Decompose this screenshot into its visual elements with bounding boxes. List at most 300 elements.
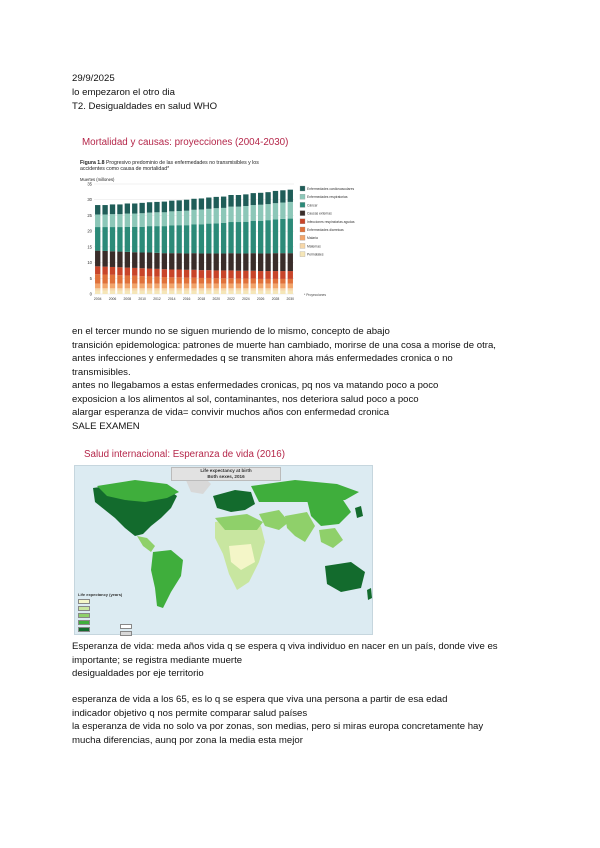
slide-title-mortality: Mortalidad y causas: proyecciones (2004-2030) (82, 137, 289, 148)
bar-segment (214, 284, 219, 289)
bar-segment (147, 253, 152, 269)
bar-segment (125, 284, 130, 289)
bar-segment (288, 291, 293, 294)
bar-segment (147, 226, 152, 252)
note-line: antes no llegabamos a estas enfermedades cronicas, pq nos va matando poco a poco (72, 380, 439, 391)
bar-segment (251, 253, 256, 271)
bar-segment (265, 279, 270, 284)
bar-segment (95, 227, 100, 251)
y-tick-label: 25 (87, 212, 92, 218)
bar-segment (169, 201, 174, 212)
bar-segment (132, 276, 137, 284)
y-tick-label: 5 (89, 275, 92, 281)
bar-segment (110, 251, 115, 267)
bar-segment (102, 288, 107, 291)
bar-segment (243, 291, 248, 294)
bar-segment (184, 270, 189, 278)
bar-segment (251, 205, 256, 221)
bar-segment (243, 271, 248, 279)
map-legend-swatch (78, 627, 90, 632)
bar-segment (221, 288, 226, 291)
bar-segment (243, 288, 248, 291)
legend-label: Perinatales (307, 252, 324, 257)
bar-segment (177, 277, 182, 283)
bar-segment (258, 284, 263, 289)
bar-segment (95, 251, 100, 267)
bar-segment (243, 194, 248, 206)
life-expectancy-map (74, 465, 373, 635)
bar-segment (184, 288, 189, 291)
bar-segment (288, 253, 293, 271)
bar-segment (214, 253, 219, 270)
bar-segment (169, 269, 174, 277)
bar-segment (273, 288, 278, 291)
bar-segment (95, 291, 100, 294)
bar-segment (214, 208, 219, 223)
bar-segment (125, 227, 130, 252)
australia-region (325, 562, 365, 592)
bar-segment (169, 253, 174, 269)
bar-segment (243, 206, 248, 222)
bar-segment (132, 252, 137, 268)
bar-segment (280, 271, 285, 279)
bar-segment (221, 197, 226, 208)
bar-segment (184, 253, 189, 269)
bar-segment (265, 291, 270, 294)
legend-label: Enfermedades respiratorias (307, 195, 348, 200)
bar-segment (102, 205, 107, 214)
bar-segment (102, 251, 107, 267)
bar-segment (169, 225, 174, 253)
bar-segment (110, 227, 115, 251)
bar-segment (191, 284, 196, 289)
bar-segment (117, 267, 122, 275)
south-america-region (151, 550, 183, 608)
bar-segment (236, 195, 241, 207)
bar-segment (139, 253, 144, 269)
bar-segment (177, 288, 182, 291)
bar-segment (265, 284, 270, 289)
bar-segment (154, 277, 159, 284)
map-legend-item (78, 626, 122, 633)
map-subtitle: Both sexes, 2016 (207, 473, 245, 479)
bar-segment (228, 195, 233, 207)
bar-segment (228, 291, 233, 294)
bar-segment (191, 224, 196, 253)
legend-label: Infecciones respiratorias agudas (307, 219, 355, 224)
russia-region (251, 480, 359, 502)
bar-segment (199, 224, 204, 253)
legend-swatch (300, 202, 305, 207)
date-text: 29/9/2025 (72, 73, 115, 84)
bar-segment (177, 211, 182, 225)
bar-segment (154, 202, 159, 212)
bar-segment (214, 278, 219, 283)
bar-segment (139, 288, 144, 291)
bar-segment (236, 291, 241, 294)
bar-segment (154, 284, 159, 289)
bar-segment (139, 213, 144, 227)
bar-segment (184, 291, 189, 294)
bar-segment (273, 203, 278, 219)
bar-segment (206, 253, 211, 270)
figure-caption-text: Progresivo predominio de las enfermedades no transmisibles y los accidentes como causa de mortalidad* (80, 160, 259, 172)
note-line: SALE EXAMEN (72, 420, 140, 432)
bar-segment (110, 291, 115, 294)
bar-segment (162, 226, 167, 253)
x-tick-label: 2020 (212, 297, 220, 301)
bar-segment (221, 223, 226, 253)
note-line: antes infecciones y enfermedades q se transmiten ahora más enfermedades cronica o no (72, 353, 453, 364)
bar-segment (265, 220, 270, 253)
bar-segment (243, 284, 248, 289)
note-line: indicador objetivo q nos permite comparar salud países (72, 707, 308, 719)
bar-segment (147, 291, 152, 294)
y-tick-label: 30 (87, 197, 92, 203)
legend-label: Enfermedades cardiovasculares (307, 187, 355, 191)
bar-segment (184, 225, 189, 253)
bar-segment (258, 205, 263, 221)
bar-segment (280, 291, 285, 294)
map-legend (78, 592, 122, 633)
bar-segment (206, 209, 211, 224)
bar-segment (273, 191, 278, 203)
bar-segment (206, 270, 211, 278)
bar-segment (228, 288, 233, 291)
bar-segment (265, 253, 270, 271)
bar-segment (95, 288, 100, 291)
bar-segment (251, 279, 256, 284)
note-line: mucha diferencias, aunq por zona la media esta mejor (72, 734, 303, 746)
bar-segment (132, 268, 137, 276)
bar-segment (280, 279, 285, 284)
x-tick-label: 2018 (197, 297, 206, 301)
legend-swatch (300, 194, 305, 199)
x-tick-label: 2024 (242, 297, 250, 301)
bar-segment (199, 284, 204, 289)
bar-segment (147, 202, 152, 212)
bar-segment (228, 207, 233, 222)
bar-segment (236, 271, 241, 279)
bar-segment (206, 291, 211, 294)
legend-swatch (300, 219, 305, 224)
bar-segment (102, 275, 107, 284)
bar-segment (125, 268, 130, 276)
bar-segment (162, 291, 167, 294)
central-america-region (137, 536, 155, 552)
bar-segment (117, 275, 122, 283)
bar-segment (258, 279, 263, 284)
bar-segment (125, 288, 130, 291)
intro-text: lo empezaron el otro dia (72, 87, 175, 98)
japan-region (355, 506, 363, 518)
bar-segment (251, 288, 256, 291)
bar-segment (139, 291, 144, 294)
bar-segment (199, 253, 204, 270)
bar-segment (117, 214, 122, 227)
bar-segment (110, 288, 115, 291)
europe-region (213, 490, 255, 512)
legend-swatch (300, 235, 305, 240)
bar-segment (169, 291, 174, 294)
bar-segment (139, 284, 144, 289)
bar-segment (132, 284, 137, 289)
bar-segment (191, 199, 196, 210)
bar-segment (228, 222, 233, 253)
bar-segment (102, 214, 107, 227)
bar-segment (132, 214, 137, 227)
bar-segment (273, 220, 278, 254)
bar-segment (147, 288, 152, 291)
bar-segment (110, 214, 115, 227)
bar-segment (95, 205, 100, 214)
bar-segment (139, 227, 144, 253)
map-legend-item (78, 619, 122, 626)
bar-segment (273, 284, 278, 289)
x-tick-label: 2004 (93, 297, 102, 301)
bar-segment (110, 275, 115, 284)
bar-segment (191, 278, 196, 284)
bar-segment (243, 222, 248, 254)
note-line: alargar esperanza de vida= convivir muchos años con enfermedad cronica (72, 407, 390, 418)
bar-segment (132, 227, 137, 252)
bar-segment (154, 226, 159, 253)
bar-segment (169, 288, 174, 291)
bar-segment (95, 214, 100, 227)
bar-segment (199, 270, 204, 278)
note-line: importante; se registra mediante muerte (72, 654, 243, 666)
bar-segment (228, 270, 233, 278)
bar-segment (236, 288, 241, 291)
legend-label: Cáncer (307, 203, 318, 208)
legend-swatch (300, 186, 305, 191)
bar-segment (102, 284, 107, 289)
bar-segment (206, 278, 211, 284)
bar-segment (117, 227, 122, 252)
bar-segment (251, 291, 256, 294)
bar-segment (191, 288, 196, 291)
bar-segment (199, 288, 204, 291)
bar-segment (139, 203, 144, 213)
bar-segment (236, 207, 241, 222)
note-line: transmisibles. (72, 366, 131, 378)
new-zealand-region (367, 588, 372, 600)
bar-segment (288, 271, 293, 279)
x-tick-label: 2006 (108, 297, 117, 301)
figure-caption-number: Figura 1.8 (80, 160, 105, 166)
bar-segment (228, 253, 233, 270)
y-tick-label: 35 (87, 181, 92, 187)
bar-segment (288, 279, 293, 284)
map-legend-title: Life expectancy (years) (78, 592, 123, 597)
bar-segment (280, 203, 285, 219)
bar-segment (147, 269, 152, 277)
bar-segment (125, 252, 130, 268)
bar-segment (228, 278, 233, 283)
legend-label: Maternas (307, 244, 321, 249)
bar-segment (280, 284, 285, 289)
bar-segment (243, 279, 248, 284)
bar-segment (154, 212, 159, 226)
bar-segment (117, 252, 122, 268)
bar-segment (258, 288, 263, 291)
bar-segment (288, 219, 293, 254)
legend-swatch (300, 227, 305, 232)
bar-segment (273, 253, 278, 271)
east-asia-region (307, 500, 351, 526)
legend-label: Malaria (307, 236, 318, 241)
bar-segment (206, 224, 211, 254)
bar-segment (184, 211, 189, 225)
bar-segment (117, 291, 122, 294)
bar-segment (280, 288, 285, 291)
bar-segment (206, 284, 211, 289)
bar-segment (102, 267, 107, 275)
bar-segment (154, 269, 159, 277)
bar-segment (169, 277, 174, 283)
bar-segment (228, 284, 233, 289)
bar-segment (184, 200, 189, 211)
map-legend-swatch (78, 613, 90, 618)
bar-segment (177, 253, 182, 269)
bar-segment (162, 277, 167, 284)
map-legend-swatch (78, 620, 90, 625)
bar-segment (162, 253, 167, 269)
map-legend-item (78, 612, 122, 619)
bar-segment (162, 288, 167, 291)
bar-segment (199, 291, 204, 294)
bar-segment (206, 198, 211, 209)
note-line: en el tercer mundo no se siguen muriendo de lo mismo, concepto de abajo (72, 326, 390, 337)
map-header (171, 467, 281, 481)
note-line: la esperanza de vida no solo va por zonas, son medias, pero si miras europa concretamente hay (72, 721, 484, 732)
map-legend-swatch-extra (120, 624, 132, 629)
bar-segment (191, 253, 196, 270)
bar-segment (258, 253, 263, 271)
bar-segment (214, 197, 219, 208)
bar-segment (199, 278, 204, 284)
x-tick-label: 2014 (168, 297, 176, 301)
bar-segment (191, 270, 196, 278)
x-tick-label: 2016 (182, 297, 191, 301)
bar-segment (221, 291, 226, 294)
x-tick-label: 2026 (256, 297, 265, 301)
bar-segment (177, 284, 182, 289)
bar-segment (110, 267, 115, 275)
bar-segment (95, 266, 100, 274)
bar-segment (117, 204, 122, 214)
x-tick-label: 2028 (271, 297, 280, 301)
bar-segment (154, 253, 159, 269)
bar-segment (243, 253, 248, 270)
bar-segment (214, 291, 219, 294)
legend-label: Causas externas (307, 211, 332, 216)
bar-segment (273, 279, 278, 284)
note-line: esperanza de vida a los 65, es lo q se espera que viva una persona a partir de esa edad (72, 694, 448, 705)
bar-segment (265, 271, 270, 279)
bar-segment (162, 212, 167, 226)
y-tick-label: 10 (87, 260, 92, 266)
y-tick-label: 20 (87, 228, 92, 234)
x-tick-label: 2012 (153, 297, 161, 301)
mortality-chart-figure (80, 160, 355, 301)
bar-segment (110, 204, 115, 214)
bar-segment (169, 211, 174, 225)
legend-swatch (300, 252, 305, 257)
south-asia-region (285, 512, 315, 542)
bar-segment (236, 279, 241, 284)
bar-segment (221, 284, 226, 289)
bar-segment (132, 203, 137, 213)
section-heading: T2. Desigualdades en salud WHO (72, 101, 218, 112)
map-legend-item (78, 598, 122, 605)
bar-segment (236, 222, 241, 253)
bar-segment (258, 221, 263, 254)
y-tick-label: 15 (87, 244, 92, 250)
note-line: transición epidemologica: patrones de muerte han cambiado, morirse de una cosa a morise de otra, (72, 339, 496, 351)
bar-segment (273, 291, 278, 294)
x-tick-label: 2022 (227, 297, 235, 301)
bar-segment (177, 200, 182, 211)
bar-segment (184, 278, 189, 284)
legend-swatch (300, 243, 305, 248)
note-line: desigualdades por eje territorio (72, 668, 204, 679)
bar-segment (258, 193, 263, 205)
note-line: exposicion a los alimentos al sol, contaminantes, nos deteriora salud poco a poco (72, 393, 419, 405)
y-tick-label: 0 (89, 291, 92, 297)
bar-segment (132, 288, 137, 291)
bar-segment (288, 202, 293, 219)
bar-segment (265, 192, 270, 204)
bar-segment (169, 284, 174, 289)
bar-segment (102, 291, 107, 294)
x-tick-label: 2008 (123, 297, 132, 301)
map-title: Life expectancy at birth (200, 468, 252, 473)
bar-segment (206, 288, 211, 291)
bar-segment (154, 288, 159, 291)
bar-segment (177, 291, 182, 294)
bar-segment (177, 269, 182, 277)
legend-label: Enfermedades diarreicas (307, 228, 344, 232)
bar-segment (162, 284, 167, 289)
bar-segment (147, 276, 152, 283)
bar-segment (288, 288, 293, 291)
bar-segment (288, 190, 293, 202)
bar-segment (258, 271, 263, 279)
x-tick-label: 2010 (138, 297, 146, 301)
bar-segment (125, 275, 130, 283)
bar-segment (214, 288, 219, 291)
map-legend-swatch (78, 599, 90, 604)
bar-segment (236, 284, 241, 289)
bar-segment (95, 274, 100, 283)
map-legend-swatch-extra (120, 631, 132, 636)
bar-segment (221, 208, 226, 223)
bar-segment (102, 227, 107, 251)
source-note: * Proyecciones (304, 293, 326, 297)
bar-segment (251, 271, 256, 279)
bar-segment (125, 291, 130, 294)
bar-segment (117, 284, 122, 289)
bar-segment (117, 288, 122, 291)
bar-segment (280, 190, 285, 202)
bar-segment (258, 291, 263, 294)
bar-segment (199, 198, 204, 209)
bar-segment (265, 288, 270, 291)
bar-segment (280, 219, 285, 253)
bar-segment (251, 221, 256, 253)
y-axis-label: Muertes (millones) (80, 177, 115, 182)
